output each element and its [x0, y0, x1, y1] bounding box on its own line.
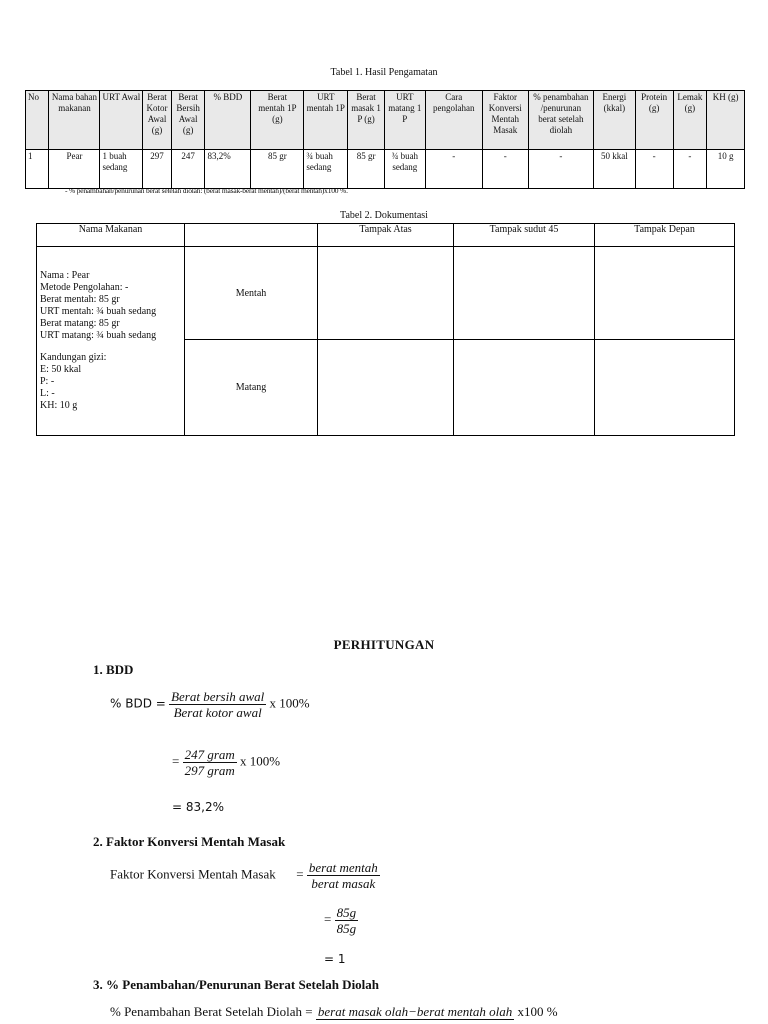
- table1-cell-energi: 50 kkal: [593, 150, 635, 189]
- nutrition-line: E: 50 kkal: [40, 364, 82, 375]
- table1-header-cell: % penambahan /penurunan berat setelah diolah: [528, 91, 593, 150]
- table1-cell-protein: -: [635, 150, 673, 189]
- conversion-heading: 2. Faktor Konversi Mentah Masak: [93, 834, 286, 849]
- photo-cell-45: [454, 340, 595, 436]
- table1-header-cell: Berat Bersih Awal (g): [171, 91, 205, 150]
- table1-cell-urt-mentah: ¾ buah sedang: [304, 150, 348, 189]
- fraction-denominator: 297 gram: [184, 763, 235, 778]
- table1-cell-berat-kotor: 297: [143, 150, 172, 189]
- table1-caption: Tabel 1. Hasil Pengamatan: [330, 67, 438, 78]
- table1-header-cell: Protein (g): [635, 91, 673, 150]
- table1-cell-bdd: 83,2%: [205, 150, 251, 189]
- fraction-numerator: 85g: [336, 905, 357, 920]
- table1-cell-berat-masak: 85 gr: [348, 150, 385, 189]
- table1-header-cell: Berat masak 1 P (g): [348, 91, 385, 150]
- equals-sign: =: [172, 753, 180, 769]
- bdd-substitution: [172, 747, 280, 778]
- table2-header-cell: Nama Makanan: [37, 224, 185, 247]
- food-info-line: URT matang: ¾ buah sedang: [40, 330, 157, 341]
- table2-caption: Tabel 2. Dokumentasi: [340, 210, 428, 221]
- nutrition-line: KH: 10 g: [40, 400, 78, 411]
- photo-cell-45: [454, 247, 595, 340]
- weight-change-lhs: % Penambahan Berat Setelah Diolah =: [110, 1004, 313, 1019]
- bdd-formula: [110, 689, 310, 720]
- nutrition-line: Kandungan gizi:: [40, 352, 107, 363]
- table2-header-cell: Tampak Depan: [595, 224, 735, 247]
- nutrition-line: P: -: [40, 376, 55, 387]
- table1-header-cell: Lemak (g): [673, 91, 707, 150]
- table1-cell-cara-pengolahan: -: [425, 150, 482, 189]
- photo-cell-front: [595, 340, 735, 436]
- table-row: [26, 150, 745, 189]
- table1-header-cell: KH (g): [707, 91, 745, 150]
- table1-cell-berat-bersih: 247: [171, 150, 205, 189]
- calculation-title: PERHITUNGAN: [333, 637, 435, 652]
- fraction-numerator: Berat bersih awal: [171, 689, 265, 704]
- table1-header-cell: URT matang 1 P: [384, 91, 425, 150]
- conversion-formula: [110, 860, 380, 891]
- bdd-result: = 83,2%: [172, 800, 224, 814]
- photo-cell-front: [595, 247, 735, 340]
- observation-table: [25, 90, 745, 189]
- table1-cell-urt-matang: ¾ buah sedang: [384, 150, 425, 189]
- table1-header-cell: Faktor Konversi Mentah Masak: [482, 91, 528, 150]
- table1-header-cell: Nama bahan makanan: [49, 91, 100, 150]
- fraction-numerator: 247 gram: [184, 747, 235, 762]
- conversion-substitution: [324, 905, 358, 936]
- table2-header-cell: [185, 224, 318, 247]
- table1-cell-lemak: -: [673, 150, 707, 189]
- table2-header-cell: Tampak sudut 45: [454, 224, 595, 247]
- table1-header-cell: Cara pengolahan: [425, 91, 482, 150]
- multiply-term: x100 %: [517, 1004, 558, 1019]
- table2-header-row: [37, 224, 735, 247]
- table1-header-cell: Berat mentah 1P (g): [251, 91, 304, 150]
- state-label-matang: Matang: [185, 340, 318, 436]
- fraction-denominator: berat masak: [311, 876, 376, 891]
- weight-change-fraction: [316, 1004, 514, 1020]
- fraction-denominator: 85g: [336, 921, 357, 936]
- weight-change-formula: [110, 1004, 558, 1020]
- nutrition-line: L: -: [40, 388, 55, 399]
- food-info-cell: [37, 247, 185, 436]
- food-info-line: Berat mentah: 85 gr: [40, 294, 120, 305]
- food-info-line: Nama : Pear: [40, 270, 90, 281]
- table-row: [37, 247, 735, 340]
- table1-header-cell: Berat Kotor Awal (g): [143, 91, 172, 150]
- table1-cell-no: 1: [26, 150, 49, 189]
- conversion-value-fraction: [335, 905, 359, 936]
- table1-cell-kh: 10 g: [707, 150, 745, 189]
- food-info-line: Berat matang: 85 gr: [40, 318, 120, 329]
- table1-cell-berat-mentah: 85 gr: [251, 150, 304, 189]
- photo-cell-top: [318, 247, 454, 340]
- table1-header-cell: Energi (kkal): [593, 91, 635, 150]
- bdd-fraction: [169, 689, 266, 720]
- conversion-result: = 1: [324, 952, 346, 966]
- multiply-term: x 100%: [269, 695, 310, 711]
- multiply-term: x 100%: [240, 753, 281, 769]
- bdd-lhs: % BDD =: [110, 696, 166, 711]
- photo-cell-top: [318, 340, 454, 436]
- table1-header-cell: % BDD: [205, 91, 251, 150]
- fraction-numerator: berat masak olah−berat mentah olah: [317, 1004, 513, 1019]
- conversion-fraction: [307, 860, 380, 891]
- weight-change-heading: 3. % Penambahan/Penurunan Berat Setelah Diolah: [93, 977, 380, 992]
- table1-header-cell: URT mentah 1P: [304, 91, 348, 150]
- table1-cell-urt-awal: 1 buah sedang: [100, 150, 143, 189]
- food-info-line: Metode Pengolahan: -: [40, 282, 129, 293]
- fraction-denominator: Berat kotor awal: [173, 705, 262, 720]
- equals-sign: =: [324, 911, 332, 927]
- conversion-lhs: Faktor Konversi Mentah Masak: [110, 866, 276, 882]
- table2-header-cell: Tampak Atas: [318, 224, 454, 247]
- table1-header-row: [26, 91, 745, 150]
- table1-cell-food-name: Pear: [49, 150, 100, 189]
- food-info-line: URT mentah: ¾ buah sedang: [40, 306, 157, 317]
- table1-header-cell: URT Awal: [100, 91, 143, 150]
- fraction-numerator: berat mentah: [308, 860, 378, 875]
- state-label-mentah: Mentah: [185, 247, 318, 340]
- bdd-value-fraction: [183, 747, 237, 778]
- table1-cell-penambahan: -: [528, 150, 593, 189]
- table1-cell-faktor-konversi: -: [482, 150, 528, 189]
- bdd-heading: 1. BDD: [93, 662, 134, 677]
- equals-sign: =: [296, 866, 304, 882]
- table1-footnote: - % penambahan/penurunan berat setelah diolah: (berat masak-berat mentah)/(berat mentah)x100 %.: [65, 186, 348, 195]
- table1-header-cell: No: [26, 91, 49, 150]
- documentation-table: [36, 223, 735, 436]
